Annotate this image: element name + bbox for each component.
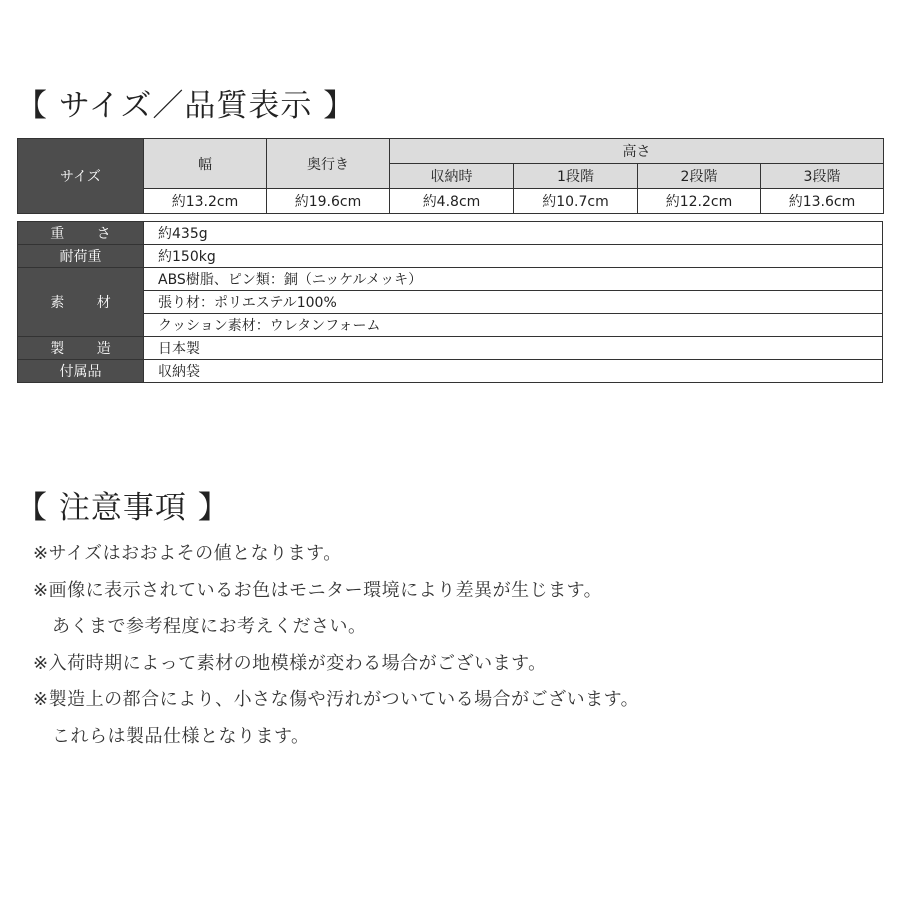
weight-label: 重 さ	[18, 222, 144, 245]
note-item: ※画像に表示されているお色はモニター環境により差異が生じます。	[33, 579, 603, 601]
height-col-header: 高さ	[390, 139, 884, 164]
quality-section-heading: 【 サイズ／品質表示 】	[16, 88, 356, 124]
note-item-continuation: あくまで参考程度にお考えください。	[52, 616, 367, 637]
width-value: 約13.2cm	[144, 189, 267, 214]
height-stowed-header: 収納時	[390, 164, 514, 189]
material-value-1: ABS樹脂、ピン類：銅（ニッケルメッキ）	[144, 268, 883, 291]
note-item: ※入荷時期によって素材の地模様が変わる場合がございます。	[33, 652, 547, 674]
spec-table	[17, 221, 883, 383]
depth-col-header: 奥行き	[267, 139, 390, 189]
notes-section-heading: 【 注意事項 】	[16, 490, 230, 526]
load-label: 耐荷重	[18, 245, 144, 268]
height-level2-header: 2段階	[638, 164, 761, 189]
accessory-label: 付属品	[18, 360, 144, 383]
material-value-3: クッション素材：ウレタンフォーム	[144, 314, 883, 337]
width-col-header: 幅	[144, 139, 267, 189]
load-value: 約150kg	[144, 245, 883, 268]
note-item: ※製造上の都合により、小さな傷や汚れがついている場合がございます。	[33, 689, 640, 710]
material-value-2: 張り材：ポリエステル100%	[144, 291, 883, 314]
height-level2-value: 約12.2cm	[638, 189, 761, 214]
depth-value: 約19.6cm	[267, 189, 390, 214]
size-table	[17, 138, 884, 214]
material-label: 素 材	[18, 268, 144, 337]
weight-value: 約435g	[144, 222, 883, 245]
size-row-header: サイズ	[18, 139, 144, 214]
height-level3-value: 約13.6cm	[761, 189, 884, 214]
height-level1-value: 約10.7cm	[514, 189, 638, 214]
height-level3-header: 3段階	[761, 164, 884, 189]
made-value: 日本製	[144, 337, 883, 360]
height-level1-header: 1段階	[514, 164, 638, 189]
note-item: ※サイズはおおよその値となります。	[33, 543, 342, 564]
notes-list	[33, 536, 639, 755]
accessory-value: 収納袋	[144, 360, 883, 383]
height-stowed-value: 約4.8cm	[390, 189, 514, 214]
note-item-continuation: これらは製品仕様となります。	[52, 725, 310, 747]
made-label: 製 造	[18, 337, 144, 360]
